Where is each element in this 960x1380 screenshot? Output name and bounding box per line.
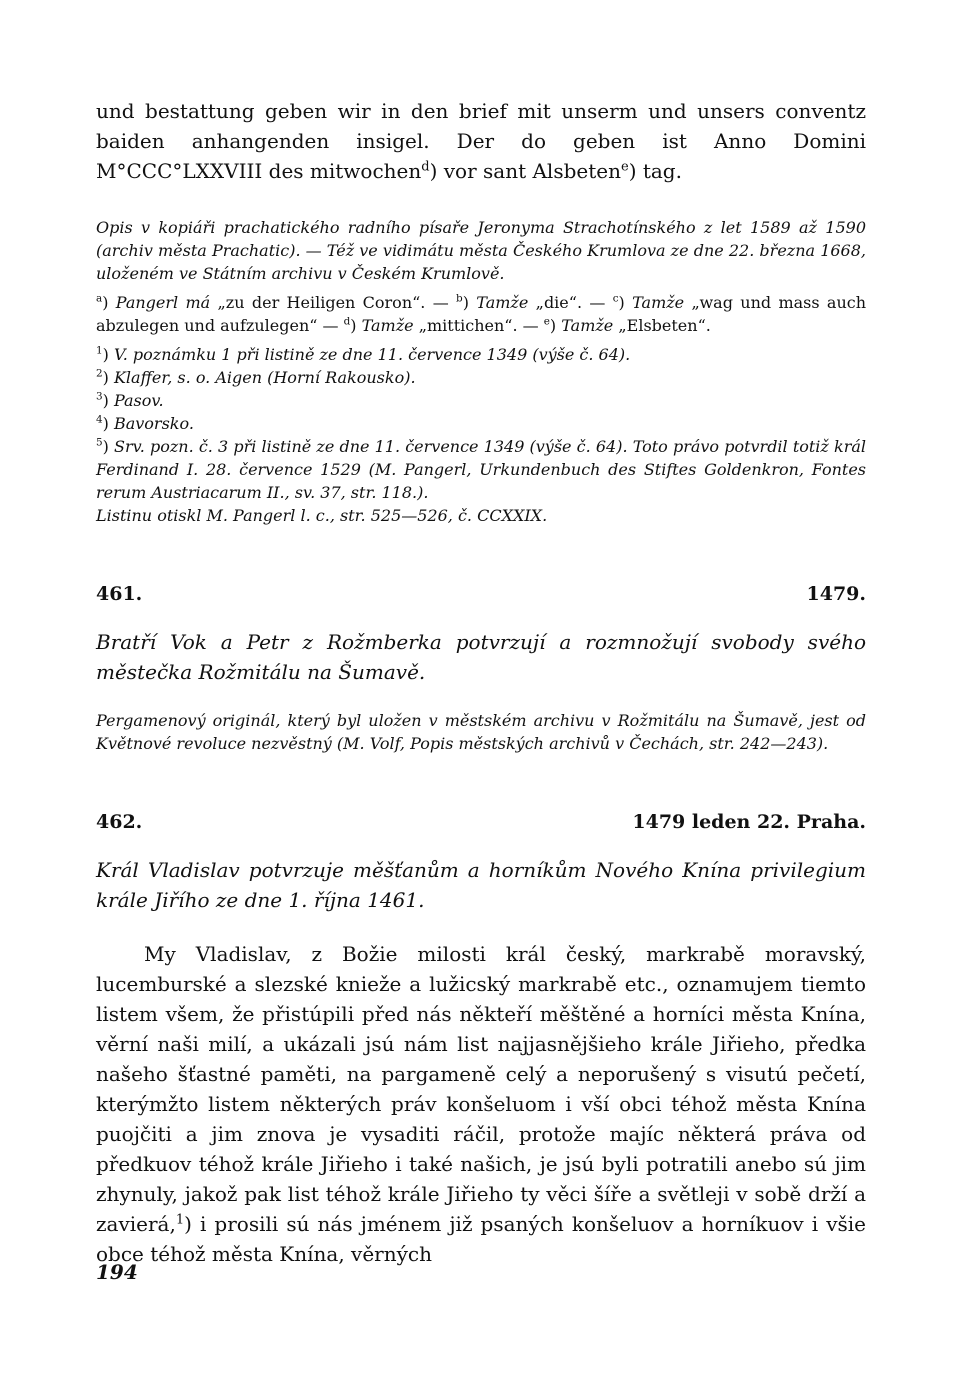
footnote-4: $^4$) Bavorsko. [96, 413, 194, 433]
document-462-title: Král Vladislav potvrzuje měšťanům a horníkům Nového Knína privilegium krále Jiřího ze dne 1. října 1461. [96, 858, 866, 912]
document-number: 462. [96, 811, 143, 833]
intro-mid: ) vor sant Alsbeten [429, 159, 621, 183]
page-number: 194 [96, 1260, 138, 1284]
variant-text-a: „zu der Heiligen Coron“. — [210, 293, 457, 312]
variant-mark-c: c [612, 292, 619, 305]
document-461-title: Bratří Vok a Petr z Rožmberka potvrzují a rozmnožují svobody svého městečka Rožmitálu na Šumavě. [96, 630, 866, 684]
footnote-text: V. poznámku 1 při listině ze dne 11. července 1349 (výše č. 64). [113, 345, 631, 364]
footnote-mark: 4 [96, 413, 103, 426]
document-number: 461. [96, 583, 143, 605]
footnote-mark: 5 [96, 436, 103, 449]
variant-text-c: „wag und mass auch abzulegen und aufzulegen“ — [96, 293, 867, 335]
document-462-header [96, 811, 866, 833]
footnote-3: $^3$) Pasov. [96, 390, 164, 410]
variant-mark-e: e [543, 315, 550, 328]
document-462-text-b: ) i prosili sú nás jménem již psaných konšeluov a horníkuov i všie obce téhož města Knína, věrných [96, 1212, 866, 1266]
intro-end: ) tag. [628, 159, 682, 183]
footnote-print-text: Listinu otiskl M. Pangerl l. c., str. 525—526, č. CCXXIX. [96, 506, 548, 525]
footnote-mark: 1 [96, 344, 103, 357]
variant-mark-d: d [343, 315, 351, 328]
variant-text-b: „die“. — [528, 293, 613, 312]
footnote-ref: 1 [175, 1212, 185, 1228]
footnote-2: $^2$) Klaffer, s. o. Aigen (Horní Rakousko). [96, 367, 416, 387]
variant-mark-a: a [96, 292, 103, 305]
footnote-print-note [96, 504, 866, 527]
footnote-5: $^5$) Srv. pozn. č. 3 při listině ze dne 11. července 1349 (výše č. 64). Toto právo potvrdil totiž král Ferdinand I. 28. července 1529 (M. Pangerl, Urkundenbuch des Stiftes Goldenkron, Fontes rerum Austriacarum II., sv. 37, str. 118.). [96, 436, 866, 502]
variant-text-d: „mittichen“. — [413, 316, 544, 335]
document-461-header [96, 583, 866, 605]
variant-mark-b: b [456, 292, 463, 305]
variant-lead-e: Tamže [561, 316, 614, 335]
footnotes [96, 343, 866, 527]
variant-notes [96, 291, 866, 337]
document-462-text-a: My Vladislav, z Božie milosti král český, markrabě moravský, lucemburské a slezské knieže a lužicský markrabě etc., oznamujem tiemto listem všem, že přistúpili před nás někteří měštěné a horníci města Knína, věrní naši milí, a ukázali jsú nám list najjasnějšieho krále Jiřieho, předka našeho šťastné paměti, na pargameně celý a neporušený s visutú pečetí, kterýmžto listem některých práv konšeluom i vší obci téhož města Knína puojčiti a jim znova je vysaditi ráčil, protože majíc některá práva od předkuov téhož krále Jiřieho i také našich, je jsú byli potratili anebo sú jim zhynuly, jakož pak list téhož krále Jiřieho ty věci šíře a světleji v sobě drží a zavierá, [96, 942, 866, 1236]
document-date: 1479 leden 22. Praha. [632, 811, 866, 833]
intro-text: und bestattung geben wir in den brief mit unserm und unsers conventz baiden anhangenden insigel. Der do geben ist Anno Domini M°CCC°LXXVIII des mitwochen [96, 99, 866, 183]
note-mark-e: e [620, 159, 629, 175]
variant-lead-d: Tamže [361, 316, 414, 335]
footnote-text: Klaffer, s. o. Aigen (Horní Rakousko). [113, 368, 416, 387]
document-461-source: Pergamenový originál, který byl uložen v městském archivu v Rožmitálu na Šumavě, jest od Květnové revoluce nezvěstný (M. Volf, Popis městských archivů v Čechách, str. 242—243). [96, 711, 866, 753]
source-note: Opis v kopiáři prachatického radního písaře Jeronyma Strachotínského z let 1589 až 1590 (archiv města Prachatic). — Též ve vidimátu města Českého Krumlova ze dne 22. března 1668, uloženém ve Státním archivu v Českém Krumlově. [96, 218, 866, 283]
page-content [96, 96, 866, 1269]
footnote-text: Pasov. [113, 391, 164, 410]
footnote-text: Srv. pozn. č. 3 při listině ze dne 11. července 1349 (výše č. 64). Toto právo potvrdil totiž král Ferdinand I. 28. července 1529 (M. Pangerl, Urkundenbuch des Stiftes Goldenkron, Fontes rerum Austriacarum II., sv. 37, str. 118.). [96, 437, 866, 502]
footnote-1: $^1$) V. poznámku 1 při listině ze dne 11. července 1349 (výše č. 64). [96, 344, 631, 364]
variant-lead-b: Tamže [476, 293, 529, 312]
variant-lead-a: Pangerl má [115, 293, 211, 312]
footnote-mark: 3 [96, 390, 103, 403]
footnote-text: Bavorsko. [113, 414, 194, 433]
document-462-text [96, 939, 866, 1269]
variant-notes-line: $^a$) Pangerl má „zu der Heiligen Coron“. — $^b$) Tamže „die“. — $^c$) Tamže „wag und mass auch abzulegen und aufzulegen“ — $^d$) Tamže „mittichen“. — $^e$) Tamže „Elsbeten“. [96, 292, 867, 335]
variant-text-e: „Elsbeten“. [613, 316, 711, 335]
footnote-mark: 2 [96, 367, 103, 380]
document-date: 1479. [806, 583, 866, 605]
intro-paragraph [96, 96, 866, 186]
variant-lead-c: Tamže [632, 293, 685, 312]
note-mark-d: d [421, 159, 430, 175]
